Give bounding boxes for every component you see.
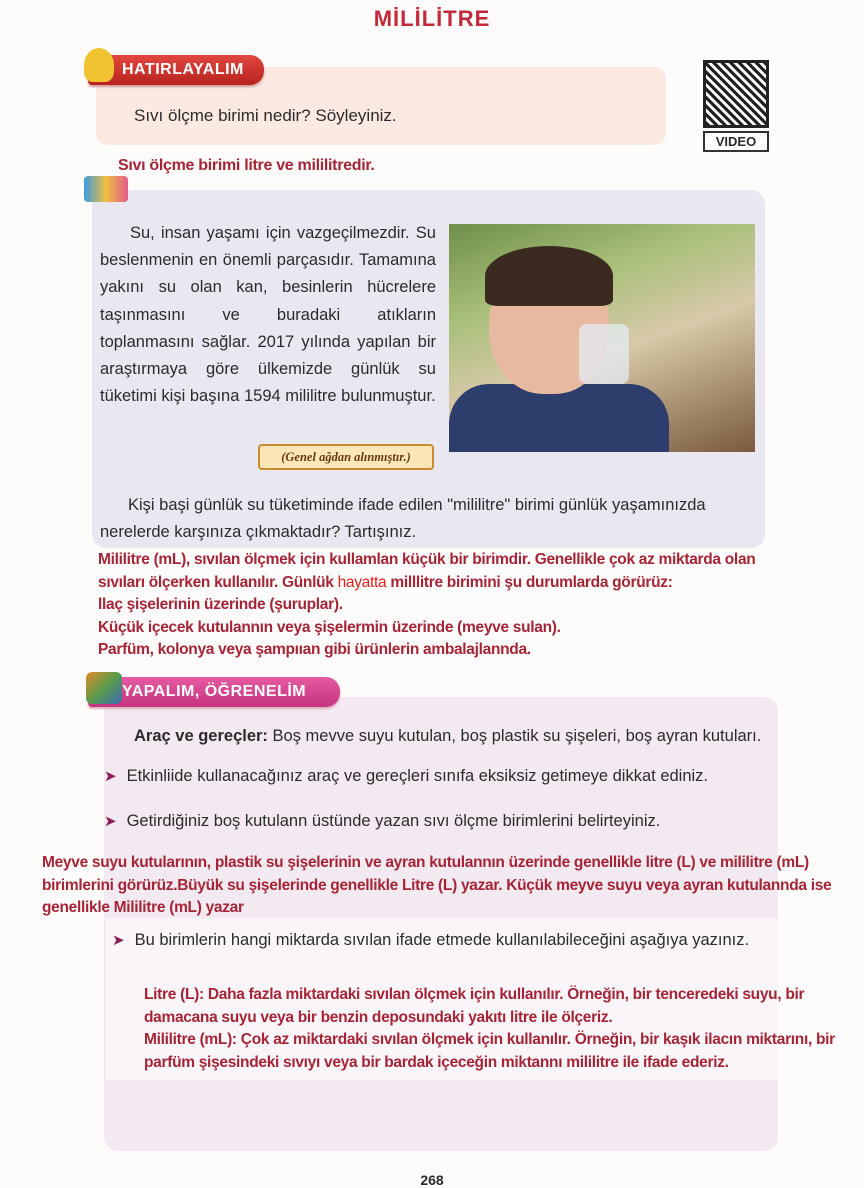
page-title: MİLİLİTRE (373, 6, 491, 31)
tools-text: Boş mevve suyu kutulan, boş plastik su şişeleri, boş ayran kutuları. (267, 727, 762, 745)
reading-paragraph: Su, insan yaşamı için vazgeçilmezdir. Su beslenmenin en önemli parçasıdır. Tamamına yakını su olan kan, besinlerin hücrelere taşınmasını ve buradaki atıkların toplanmasını sağlar. 2017 yılında yapılan bir araştırmaya göre ülkemizde günlük su tüketimi kişi başına 1594 mililitre bulunmuştur. (100, 224, 436, 406)
bullet-text: Etkinliide kullanacağınız araç ve gereçleri sınıfa eksiksiz getimeye dikkat ediniz. (126, 767, 709, 785)
books-icon (86, 672, 122, 704)
qr-code-icon[interactable] (703, 60, 769, 128)
arrow-bullet-icon: ➤ (104, 768, 117, 785)
video-label[interactable]: VIDEO (703, 131, 769, 152)
tools-label: Araç ve gereçler: (134, 727, 268, 745)
handwritten-answer-1 (98, 549, 858, 662)
recall-question: Sıvı ölçme birimi nedir? Söyleyiniz. (134, 106, 397, 125)
answer-line: Mililitre (mL), sıvılan ölçmek için kullamlan küçük bir birimdir. Genellikle çok az miktarda olan (98, 551, 756, 568)
recall-answer: Sıvı ölçme birimi litre ve mililitredir. (118, 157, 375, 174)
arrow-bullet-icon: ➤ (112, 932, 125, 949)
bullet-item (112, 924, 776, 957)
answer-line: llaç şişelerinin üzerinde (şuruplar). (98, 596, 343, 613)
activity-banner: YAPALIM, ÖĞRENELİM (88, 677, 340, 707)
photo-hair (485, 246, 613, 306)
photo-caption: (Genel ağdan alınmıştır.) (258, 444, 434, 470)
photo-glass (579, 324, 629, 384)
answer-text: milllitre birimini şu durumlarda görürüz: (390, 573, 673, 591)
answer-line: Küçük içecek kutulannın veya şişelermin üzerinde (meyve sulan). (98, 618, 561, 636)
boy-drinking-water-photo (449, 224, 755, 452)
recall-banner: HATIRLAYALIM (88, 55, 264, 85)
bell-icon (84, 48, 114, 82)
highlight-word: hayatta (337, 573, 387, 591)
page-number: 268 (420, 1172, 444, 1188)
answer-line (98, 572, 858, 595)
answer-line: Parfüm, kolonya veya şampııan gibi ürünlerin ambalajlannda. (98, 641, 531, 658)
activity-tools (104, 723, 764, 835)
bullet-text: Bu birimlerin hangi miktarda sıvılan ifade etmede kullanılabileceğini aşağıya yazınız. (134, 931, 750, 949)
litre-answer: Litre (L): Daha fazla miktardaki sıvılan ölçmek için kullanılır. Örneğin, bir tenceredeki suyu, bir damacana suyu veya bir benzin deposundaki yakıtı litre ile ölçeriz. (144, 986, 805, 1026)
puzzle-icon (84, 176, 128, 202)
bullet-item (104, 763, 764, 790)
bullet-text: Getirdiğiniz boş kutulann üstünde yazan sıvı ölçme birimlerini belirteyiniz. (126, 812, 661, 830)
handwritten-answer-2: Meyve suyu kutularının, plastik su şişelerinin ve ayran kutulannın üzerinde genellikle litre (L) ve mililitre (mL) birimlerini görürüz.Büyük su şişelerinde genellikle Litre (L) yazar. Küçük meyve suyu veya ayran kutulannda ise genellikle Mililitre (mL) yazar (42, 854, 832, 916)
photo-shirt (449, 384, 669, 452)
bullet-item (104, 808, 764, 835)
reading-question: Kişi başi günlük su tüketiminde ifade edilen "mililitre" birimi günlük yaşamınızda nerelerde karşınıza çıkmaktadır? Tartışınız. (100, 496, 706, 541)
arrow-bullet-icon: ➤ (104, 813, 117, 830)
answer-text: sıvıları ölçerken kullanılır. Günlük (98, 573, 334, 591)
handwritten-answer-3 (144, 984, 844, 1074)
ml-answer: Mililitre (mL): Çok az miktardaki sıvılan ölçmek için kullanılır. Örneğin, bir kaşık ilacın miktarını, bir parfüm şişesindeki sıvıyı veya bir bardak içeceğin miktannı mililitre ile ifade ederiz. (144, 1031, 835, 1071)
